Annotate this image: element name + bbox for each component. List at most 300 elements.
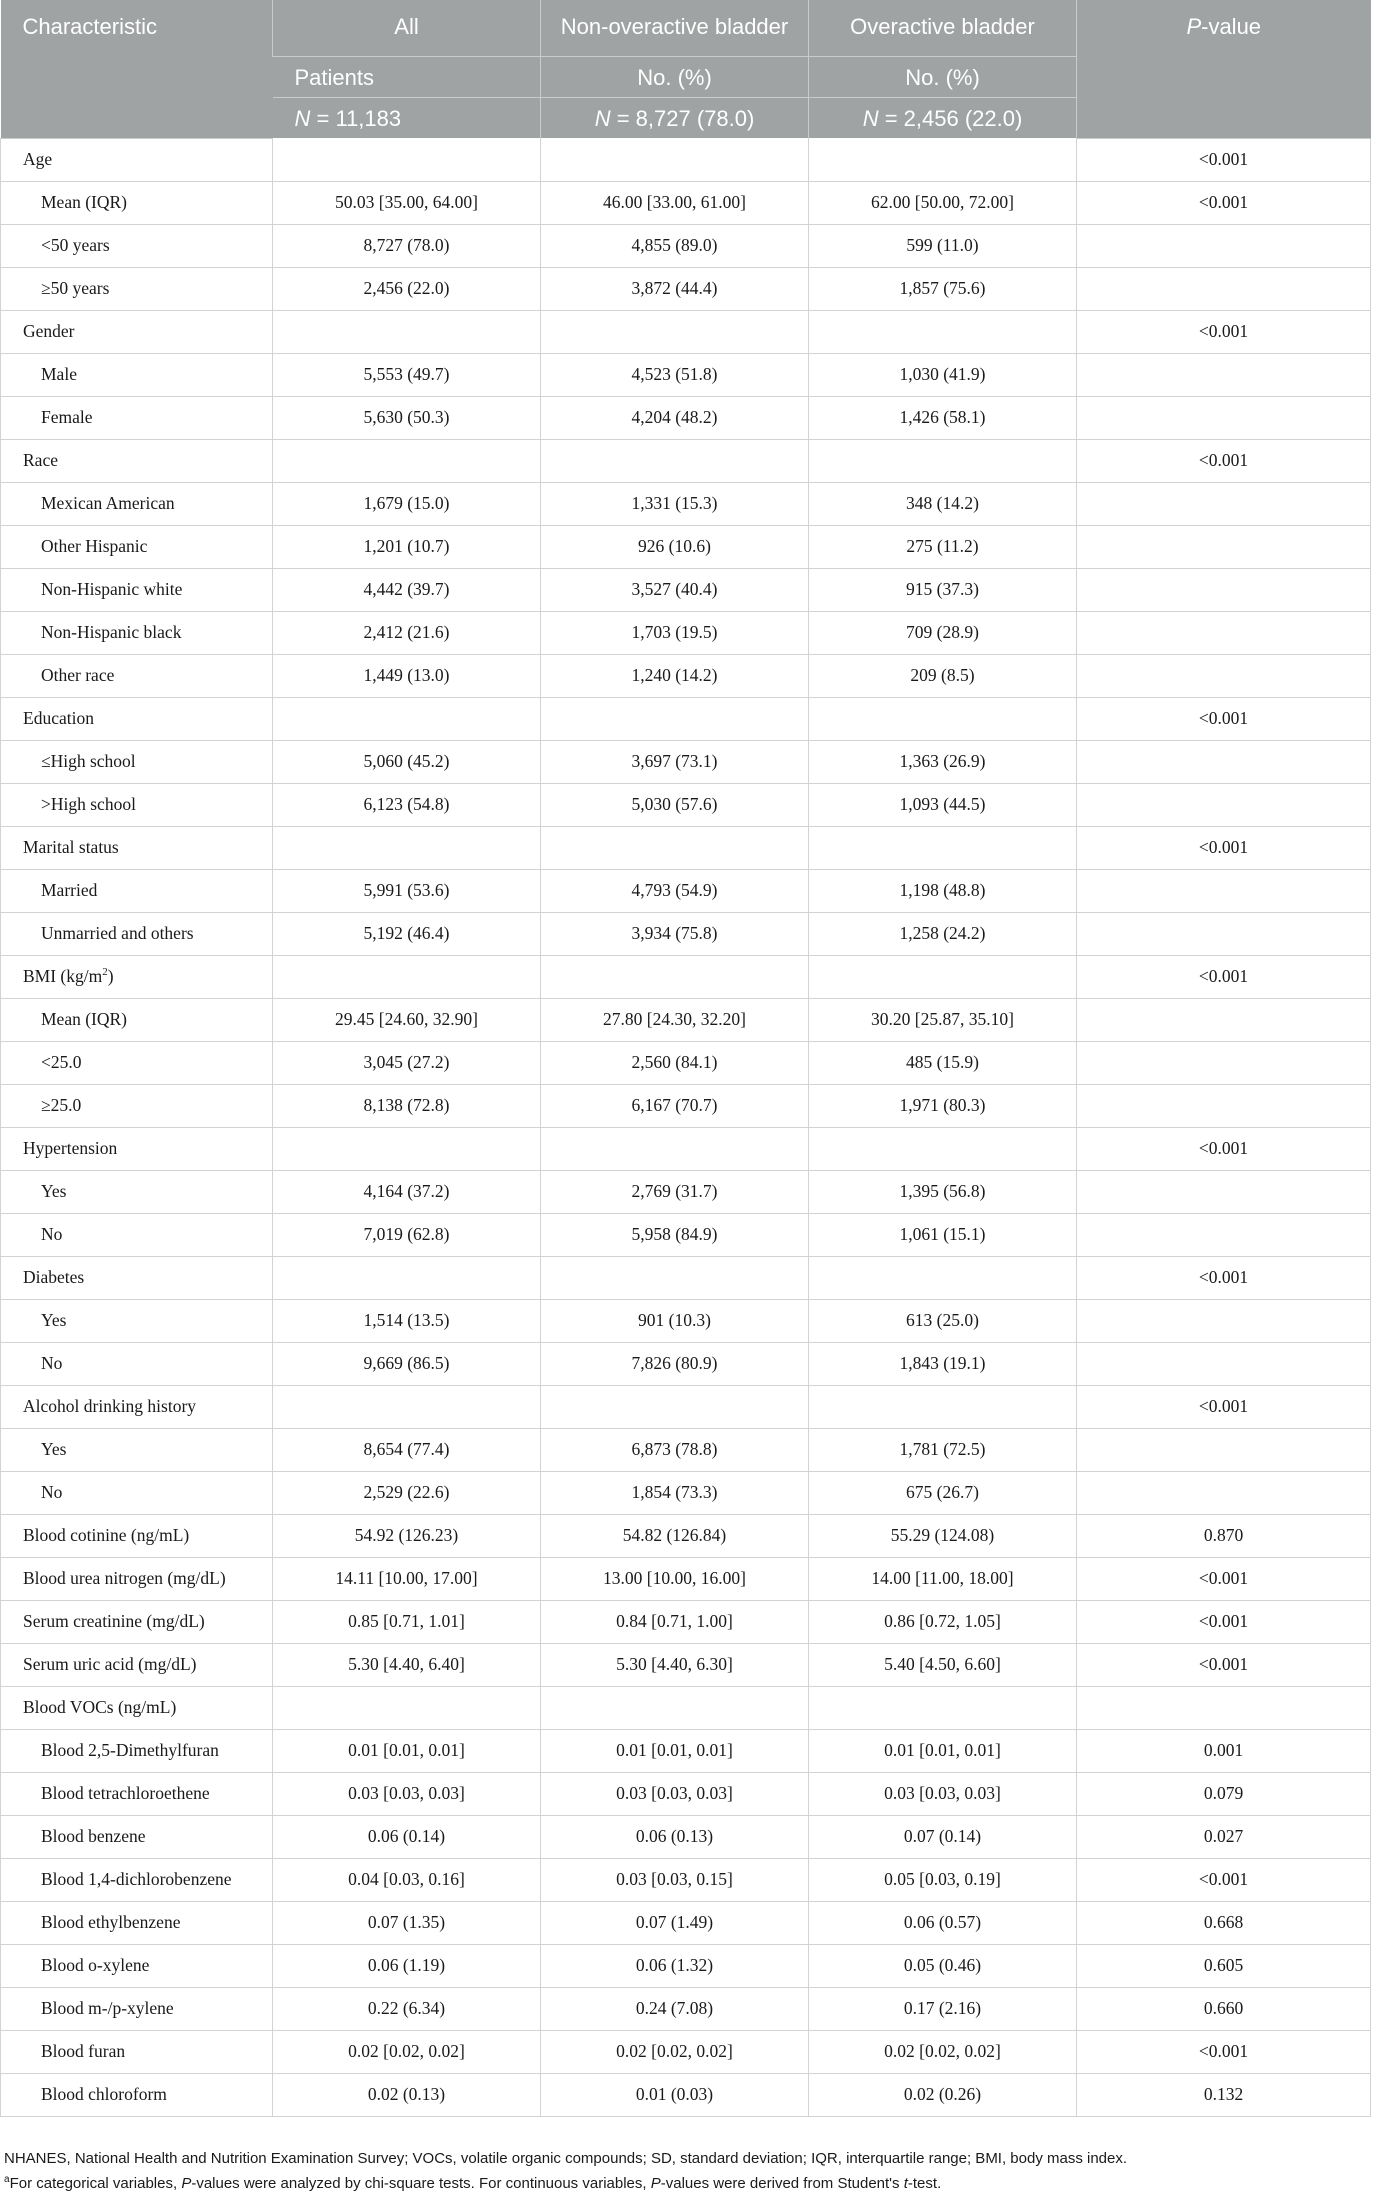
cell-non-oab: 7,826 (80.9) [541,1342,809,1385]
cell-oab: 5.40 [4.50, 6.60] [809,1643,1077,1686]
cell-all: 5,060 (45.2) [273,740,541,783]
row-label [1,2030,273,2073]
cell-all [273,1385,541,1428]
cell-p-value [1077,869,1371,912]
cell-all: 1,679 (15.0) [273,482,541,525]
cell-oab: 0.02 [0.02, 0.02] [809,2030,1077,2073]
cell-oab [809,826,1077,869]
cell-all: 7,019 (62.8) [273,1213,541,1256]
note-p: P [181,2175,192,2192]
cell-oab: 0.05 (0.46) [809,1944,1077,1987]
row-label [1,1944,273,1987]
cell-non-oab: 27.80 [24.30, 32.20] [541,998,809,1041]
cell-non-oab: 0.06 (0.13) [541,1815,809,1858]
cell-oab: 1,030 (41.9) [809,353,1077,396]
cell-p-value [1077,1170,1371,1213]
row-label [1,1041,273,1084]
cell-non-oab: 1,703 (19.5) [541,611,809,654]
table-row [1,1385,1371,1428]
cell-non-oab: 0.84 [0.71, 1.00] [541,1600,809,1643]
cell-p-value [1077,568,1371,611]
cell-p-value: <0.001 [1077,1858,1371,1901]
row-label [1,1901,273,1944]
table-row [1,1600,1371,1643]
row-label-text: Gender [23,321,75,341]
table-row [1,267,1371,310]
cell-all: 0.04 [0.03, 0.16] [273,1858,541,1901]
cell-all: 1,201 (10.7) [273,525,541,568]
cell-p-value [1077,783,1371,826]
cell-non-oab: 3,872 (44.4) [541,267,809,310]
row-label [1,1385,273,1428]
cell-all: 5,630 (50.3) [273,396,541,439]
cell-non-oab: 901 (10.3) [541,1299,809,1342]
row-label-text: Blood cotinine (ng/mL) [23,1525,190,1545]
cell-p-value: <0.001 [1077,138,1371,181]
table-row [1,1127,1371,1170]
table-row [1,396,1371,439]
cell-non-oab: 4,793 (54.9) [541,869,809,912]
header-p-letter: P [1186,14,1202,39]
cell-p-value [1077,1342,1371,1385]
cell-all: 29.45 [24.60, 32.90] [273,998,541,1041]
table-row [1,1858,1371,1901]
cell-all [273,1686,541,1729]
cell-p-value: 0.027 [1077,1815,1371,1858]
cell-non-oab: 0.24 (7.08) [541,1987,809,2030]
row-label [1,998,273,1041]
note-text: -test. [907,2175,942,2192]
table-header [1,0,1371,138]
cell-p-value [1077,912,1371,955]
cell-p-value: <0.001 [1077,1385,1371,1428]
cell-all: 5,192 (46.4) [273,912,541,955]
row-label [1,353,273,396]
cell-all: 0.07 (1.35) [273,1901,541,1944]
cell-non-oab: 6,873 (78.8) [541,1428,809,1471]
cell-p-value [1077,1471,1371,1514]
n-letter: N [594,105,611,131]
cell-p-value: 0.870 [1077,1514,1371,1557]
cell-all: 3,045 (27.2) [273,1041,541,1084]
cell-p-value [1077,267,1371,310]
table-row [1,1944,1371,1987]
cell-non-oab: 2,769 (31.7) [541,1170,809,1213]
row-label-text: <25.0 [41,1052,82,1072]
row-label-text: Education [23,708,94,728]
row-label-text: Non-Hispanic white [41,579,183,599]
cell-p-value [1077,1041,1371,1084]
header-oab: Overactive bladder [809,0,1077,57]
cell-non-oab: 6,167 (70.7) [541,1084,809,1127]
table-row [1,869,1371,912]
cell-non-oab: 3,934 (75.8) [541,912,809,955]
row-label-text: Blood urea nitrogen (mg/dL) [23,1568,226,1588]
cell-oab [809,1256,1077,1299]
cell-oab [809,439,1077,482]
row-label-text: Race [23,450,58,470]
cell-p-value: 0.668 [1077,1901,1371,1944]
cell-all: 14.11 [10.00, 17.00] [273,1557,541,1600]
row-label-text: Unmarried and others [41,923,194,943]
cell-all: 0.01 [0.01, 0.01] [273,1729,541,1772]
table-row [1,310,1371,353]
row-label-text: No [41,1482,63,1502]
cell-non-oab: 4,204 (48.2) [541,396,809,439]
header-sub-non: No. (%) [541,57,809,98]
table-row [1,2073,1371,2116]
header-n-oab [809,98,1077,139]
table-row [1,826,1371,869]
cell-oab: 1,061 (15.1) [809,1213,1077,1256]
row-label [1,869,273,912]
header-n-all [273,98,541,139]
row-label-text: <50 years [41,235,110,255]
row-label-text: Blood chloroform [41,2084,167,2104]
table-row [1,1686,1371,1729]
cell-p-value: <0.001 [1077,826,1371,869]
header-p-suffix: -value [1201,14,1262,39]
row-label [1,181,273,224]
cell-all: 5.30 [4.40, 6.40] [273,1643,541,1686]
cell-non-oab: 2,560 (84.1) [541,1041,809,1084]
row-label-text: Mean (IQR) [41,192,128,212]
row-label-text: Diabetes [23,1267,85,1287]
cell-all: 8,654 (77.4) [273,1428,541,1471]
cell-oab: 0.07 (0.14) [809,1815,1077,1858]
cell-non-oab [541,697,809,740]
row-label-text: No [41,1353,63,1373]
row-label [1,568,273,611]
row-label [1,1213,273,1256]
n-oab-value: = 2,456 (22.0) [878,105,1023,131]
cell-p-value [1077,525,1371,568]
cell-non-oab: 1,240 (14.2) [541,654,809,697]
cell-all: 0.06 (1.19) [273,1944,541,1987]
row-label-text: Blood 1,4-dichlorobenzene [41,1869,232,1889]
table-row [1,740,1371,783]
cell-non-oab: 4,855 (89.0) [541,224,809,267]
cell-oab: 1,843 (19.1) [809,1342,1077,1385]
cell-all: 4,442 (39.7) [273,568,541,611]
row-label [1,1084,273,1127]
row-label-text: Male [41,364,77,384]
cell-all: 6,123 (54.8) [273,783,541,826]
cell-p-value: <0.001 [1077,1256,1371,1299]
cell-all: 0.22 (6.34) [273,1987,541,2030]
table-row [1,697,1371,740]
row-label-text: ≥25.0 [41,1095,82,1115]
row-label-text: Blood o-xylene [41,1955,150,1975]
row-label [1,955,273,998]
row-label-text: Hypertension [23,1138,118,1158]
row-label [1,439,273,482]
cell-non-oab [541,439,809,482]
cell-oab: 62.00 [50.00, 72.00] [809,181,1077,224]
table-row [1,439,1371,482]
row-label [1,1170,273,1213]
table-row [1,1987,1371,2030]
cell-oab: 30.20 [25.87, 35.10] [809,998,1077,1041]
cell-p-value [1077,611,1371,654]
abbreviations-note: NHANES, National Health and Nutrition Examination Survey; VOCs, volatile organic compounds; SD, standard deviation; IQR, interquartile range; BMI, body mass index. [4,2150,1128,2167]
cell-oab: 209 (8.5) [809,654,1077,697]
table-row [1,1815,1371,1858]
row-label [1,654,273,697]
table-row [1,611,1371,654]
cell-oab [809,1127,1077,1170]
cell-oab: 1,857 (75.6) [809,267,1077,310]
header-sub-all: Patients [273,57,541,98]
row-label [1,1299,273,1342]
table-row [1,1471,1371,1514]
cell-non-oab: 1,854 (73.3) [541,1471,809,1514]
row-label [1,525,273,568]
cell-all: 0.06 (0.14) [273,1815,541,1858]
cell-oab: 55.29 (124.08) [809,1514,1077,1557]
cell-all [273,826,541,869]
row-label [1,267,273,310]
row-label [1,1643,273,1686]
table-row [1,181,1371,224]
cell-oab [809,1686,1077,1729]
table-row [1,568,1371,611]
row-label-text: Female [41,407,93,427]
cell-non-oab [541,826,809,869]
table-row [1,1901,1371,1944]
cell-all [273,1127,541,1170]
row-label-text: Yes [41,1181,67,1201]
note-t: t [903,2175,908,2192]
cell-oab: 485 (15.9) [809,1041,1077,1084]
cell-oab: 915 (37.3) [809,568,1077,611]
row-label-text: Yes [41,1439,67,1459]
cell-non-oab [541,1127,809,1170]
row-label [1,1858,273,1901]
cell-oab [809,310,1077,353]
cell-all [273,955,541,998]
cell-p-value [1077,740,1371,783]
row-label [1,1600,273,1643]
row-label-text: Serum creatinine (mg/dL) [23,1611,205,1631]
cell-oab [809,138,1077,181]
cell-all [273,439,541,482]
cell-p-value [1077,224,1371,267]
cell-non-oab: 13.00 [10.00, 16.00] [541,1557,809,1600]
cell-non-oab [541,138,809,181]
table-row [1,1084,1371,1127]
cell-oab: 1,426 (58.1) [809,396,1077,439]
row-label-text: Serum uric acid (mg/dL) [23,1654,197,1674]
cell-non-oab: 0.03 [0.03, 0.03] [541,1772,809,1815]
cell-p-value: <0.001 [1077,439,1371,482]
row-label [1,1729,273,1772]
note-text: For categorical variables, [9,2175,182,2192]
cell-p-value: <0.001 [1077,1557,1371,1600]
row-label-text: Marital status [23,837,119,857]
cell-all: 9,669 (86.5) [273,1342,541,1385]
table-row [1,224,1371,267]
cell-all: 2,529 (22.6) [273,1471,541,1514]
row-label-text: Blood tetrachloroethene [41,1783,210,1803]
cell-all: 5,553 (49.7) [273,353,541,396]
cell-p-value: <0.001 [1077,181,1371,224]
cell-all [273,138,541,181]
row-label [1,611,273,654]
row-label [1,2073,273,2116]
cell-all: 8,138 (72.8) [273,1084,541,1127]
cell-oab: 0.01 [0.01, 0.01] [809,1729,1077,1772]
row-label [1,1342,273,1385]
cell-all: 2,412 (21.6) [273,611,541,654]
cell-non-oab [541,1385,809,1428]
table-row [1,1428,1371,1471]
cell-oab: 0.17 (2.16) [809,1987,1077,2030]
cell-oab: 0.03 [0.03, 0.03] [809,1772,1077,1815]
cell-all: 0.02 [0.02, 0.02] [273,2030,541,2073]
row-label [1,1815,273,1858]
cell-p-value [1077,1299,1371,1342]
row-label [1,826,273,869]
cell-p-value: <0.001 [1077,310,1371,353]
cell-p-value [1077,396,1371,439]
cell-p-value: 0.079 [1077,1772,1371,1815]
row-label-text: BMI (kg/m [23,966,103,986]
row-label-text: Mexican American [41,493,175,513]
row-label-text: Blood VOCs (ng/mL) [23,1697,177,1717]
header-sub-oab: No. (%) [809,57,1077,98]
row-label [1,1772,273,1815]
cell-oab: 14.00 [11.00, 18.00] [809,1557,1077,1600]
table-row [1,482,1371,525]
cell-p-value [1077,998,1371,1041]
cell-oab [809,955,1077,998]
cell-oab: 0.06 (0.57) [809,1901,1077,1944]
header-characteristic: Characteristic [1,0,273,138]
table-row [1,353,1371,396]
row-label-text: Other Hispanic [41,536,148,556]
cell-oab: 0.02 (0.26) [809,2073,1077,2116]
row-label-text: No [41,1224,63,1244]
row-label-text: ≤High school [41,751,136,771]
table-row [1,1041,1371,1084]
cell-p-value: <0.001 [1077,697,1371,740]
row-label-text: Blood benzene [41,1826,146,1846]
cell-p-value [1077,1686,1371,1729]
row-label-text: Blood 2,5-Dimethylfuran [41,1740,219,1760]
cell-non-oab: 54.82 (126.84) [541,1514,809,1557]
cell-p-value: <0.001 [1077,1643,1371,1686]
row-label [1,1428,273,1471]
header-non-oab: Non-overactive bladder [541,0,809,57]
cell-oab: 709 (28.9) [809,611,1077,654]
cell-all: 1,514 (13.5) [273,1299,541,1342]
cell-p-value: <0.001 [1077,1600,1371,1643]
row-label-text: Other race [41,665,115,685]
cell-non-oab: 3,697 (73.1) [541,740,809,783]
cell-all: 4,164 (37.2) [273,1170,541,1213]
n-letter: N [862,105,879,131]
row-label [1,1256,273,1299]
cell-non-oab: 4,523 (51.8) [541,353,809,396]
row-label [1,1127,273,1170]
cell-oab: 1,258 (24.2) [809,912,1077,955]
table-row [1,1256,1371,1299]
note-text: -values were analyzed by chi-square tests. For continuous variables, [191,2175,651,2192]
row-label [1,1557,273,1600]
cell-oab: 0.86 [0.72, 1.05] [809,1600,1077,1643]
row-label-text: Blood m-/p-xylene [41,1998,174,2018]
cell-non-oab: 0.01 (0.03) [541,2073,809,2116]
cell-all: 5,991 (53.6) [273,869,541,912]
cell-oab: 1,971 (80.3) [809,1084,1077,1127]
cell-p-value [1077,353,1371,396]
cell-non-oab [541,1686,809,1729]
cell-p-value: 0.132 [1077,2073,1371,2116]
cell-p-value [1077,1213,1371,1256]
cell-p-value: 0.605 [1077,1944,1371,1987]
table-row [1,912,1371,955]
cell-oab: 0.05 [0.03, 0.19] [809,1858,1077,1901]
cell-non-oab [541,310,809,353]
note-text: -values were derived from Student's [660,2175,904,2192]
table-row [1,1772,1371,1815]
table-row [1,1213,1371,1256]
header-n-non [541,98,809,139]
header-all: All [273,0,541,57]
cell-oab: 1,198 (48.8) [809,869,1077,912]
cell-oab: 675 (26.7) [809,1471,1077,1514]
row-label-text: Married [41,880,98,900]
row-label [1,396,273,439]
table-row [1,1342,1371,1385]
cell-p-value: <0.001 [1077,955,1371,998]
cell-non-oab: 5.30 [4.40, 6.30] [541,1643,809,1686]
cell-p-value: 0.660 [1077,1987,1371,2030]
row-label-text: Yes [41,1310,67,1330]
table-row [1,998,1371,1041]
row-label-text: Blood furan [41,2041,126,2061]
row-label-text: ≥50 years [41,278,110,298]
cell-all: 0.02 (0.13) [273,2073,541,2116]
cell-non-oab: 0.07 (1.49) [541,1901,809,1944]
cell-p-value [1077,1428,1371,1471]
table-row [1,2030,1371,2073]
n-all-value: = 11,183 [310,105,402,131]
cell-oab: 1,093 (44.5) [809,783,1077,826]
cell-oab: 1,781 (72.5) [809,1428,1077,1471]
cell-oab [809,697,1077,740]
cell-oab: 275 (11.2) [809,525,1077,568]
cell-all: 54.92 (126.23) [273,1514,541,1557]
table-row [1,1729,1371,1772]
cell-p-value [1077,1084,1371,1127]
cell-non-oab: 0.03 [0.03, 0.15] [541,1858,809,1901]
cell-non-oab: 0.01 [0.01, 0.01] [541,1729,809,1772]
table-row [1,1514,1371,1557]
row-label [1,912,273,955]
row-label-text: Mean (IQR) [41,1009,128,1029]
cell-all: 1,449 (13.0) [273,654,541,697]
table-row [1,955,1371,998]
cell-non-oab [541,955,809,998]
cell-oab [809,1385,1077,1428]
cell-non-oab: 1,331 (15.3) [541,482,809,525]
cell-non-oab: 926 (10.6) [541,525,809,568]
cell-oab: 1,363 (26.9) [809,740,1077,783]
row-label [1,783,273,826]
row-label-sup: 2 [102,966,108,979]
